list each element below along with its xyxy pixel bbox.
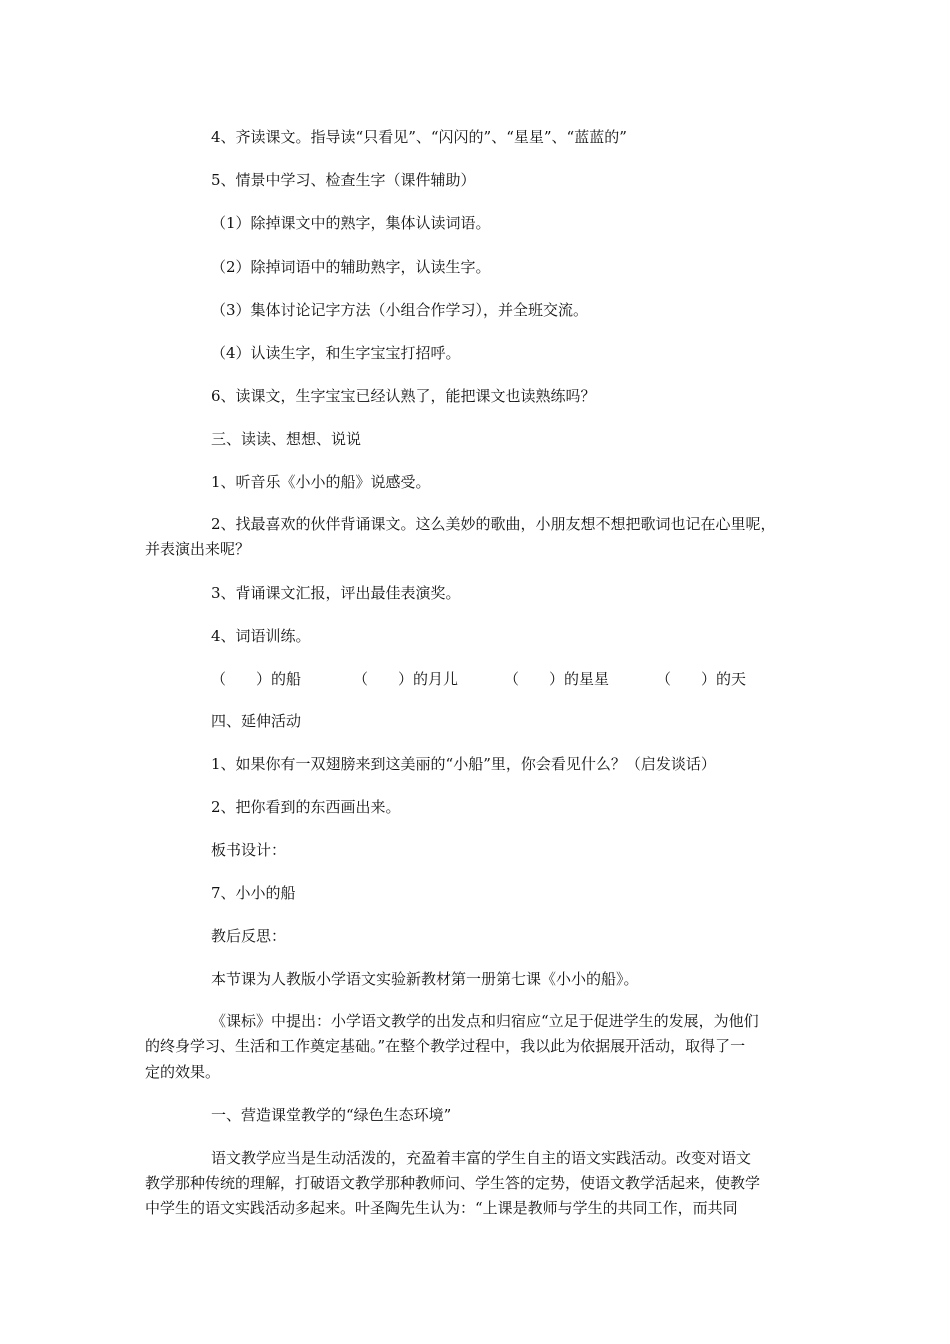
reflection-para2-line3: 中学生的语文实践活动多起来。叶圣陶先生认为：“上课是教师与学生的共同工作，而共同 [145,1199,738,1217]
section-3-item-1: 1、听音乐《小小的船》说感受。 [211,473,431,491]
reflection-para2-line1: 语文教学应当是生动活泼的，充盈着丰富的学生自主的语文实践活动。改变对语文 [211,1149,752,1167]
word-blank-1: （ ）的船 [211,670,302,688]
step-4-text: 4、齐读课文。指导读“只看见”、“闪闪的”、“星星”、“蓝蓝的” [211,128,627,146]
step-5-text: 5、情景中学习、检查生字（课件辅助） [211,171,476,189]
reflection-point-1-heading: 一、营造课堂教学的“绿色生态环境” [211,1106,452,1124]
section-3-item-2-line2: 并表演出来呢？ [145,540,251,558]
board-design-title: 7、小小的船 [211,884,296,902]
substep-4-text: （4）认读生字，和生字宝宝打招呼。 [211,344,461,362]
section-4-heading: 四、延伸活动 [211,712,302,730]
section-4-item-1: 1、如果你有一双翅膀来到这美丽的“小船”里，你会看见什么？（启发谈话） [211,755,716,773]
section-4-item-2: 2、把你看到的东西画出来。 [211,798,401,816]
word-blank-2: （ ）的月儿 [353,670,459,688]
reflection-intro: 本节课为人教版小学语文实验新教材第一册第七课《小小的船》。 [211,970,639,988]
reflection-heading: 教后反思： [211,927,287,945]
word-blank-4: （ ）的天 [656,670,747,688]
word-blank-3: （ ）的星星 [504,670,610,688]
reflection-para1-line2: 的终身学习、生活和工作奠定基础。”在整个教学过程中，我以此为依据展开活动，取得了一 [145,1037,746,1055]
section-3-heading: 三、读读、想想、说说 [211,430,362,448]
reflection-para1-line3: 定的效果。 [145,1063,221,1081]
section-3-item-4: 4、词语训练。 [211,627,311,645]
reflection-para1-line1: 《课标》中提出：小学语文教学的出发点和归宿应“立足于促进学生的发展，为他们 [211,1012,759,1030]
board-design-heading: 板书设计： [211,841,287,859]
step-6-text: 6、读课文，生字宝宝已经认熟了，能把课文也读熟练吗？ [211,387,596,405]
substep-2-text: （2）除掉词语中的辅助熟字，认读生字。 [211,258,491,276]
section-3-item-3: 3、背诵课文汇报，评出最佳表演奖。 [211,584,461,602]
reflection-para2-line2: 教学那种传统的理解，打破语文教学那种教师问、学生答的定势，使语文教学活起来，使教学 [145,1174,761,1192]
substep-3-text: （3）集体讨论记字方法（小组合作学习），并全班交流。 [211,301,589,319]
section-3-item-2-line1: 2、找最喜欢的伙伴背诵课文。这么美妙的歌曲，小朋友想不想把歌词也记在心里呢， [211,515,776,533]
substep-1-text: （1）除掉课文中的熟字，集体认读词语。 [211,214,491,232]
